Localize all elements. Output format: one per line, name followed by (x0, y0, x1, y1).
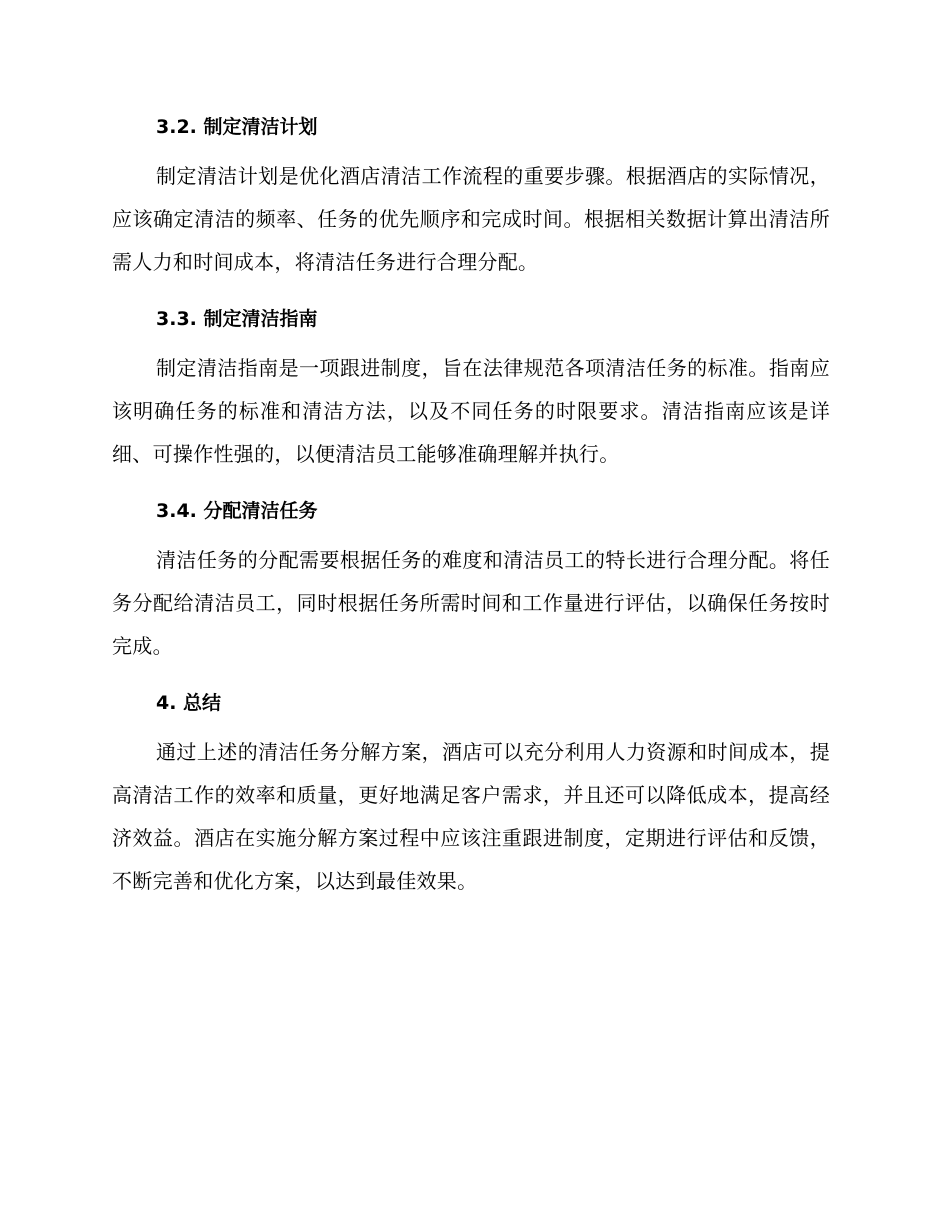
section-heading-3-3: 3.3. 制定清洁指南 (156, 308, 318, 330)
section-paragraph-3-3: 制定清洁指南是一项跟进制度，旨在法律规范各项清洁任务的标准。指南应该明确任务的标准和清洁方法，以及不同任务的时限要求。清洁指南应该是详细、可操作性强的，以便清洁员工能够准确理解并执行。 (112, 356, 830, 466)
section-paragraph-4: 通过上述的清洁任务分解方案，酒店可以充分利用人力资源和时间成本，提高清洁工作的效率和质量，更好地满足客户需求，并且还可以降低成本，提高经济效益。酒店在实施分解方案过程中应该注重跟进制度，定期进行评估和反馈，不断完善和优化方案，以达到最佳效果。 (112, 740, 830, 893)
section-paragraph-3-2: 制定清洁计划是优化酒店清洁工作流程的重要步骤。根据酒店的实际情况，应该确定清洁的频率、任务的优先顺序和完成时间。根据相关数据计算出清洁所需人力和时间成本，将清洁任务进行合理分配。 (112, 164, 830, 274)
section-heading-4: 4. 总结 (156, 692, 222, 714)
section-heading-3-2: 3.2. 制定清洁计划 (156, 116, 318, 138)
document-body (112, 111, 830, 922)
section-paragraph-3-4: 清洁任务的分配需要根据任务的难度和清洁员工的特长进行合理分配。将任务分配给清洁员工，同时根据任务所需时间和工作量进行评估，以确保任务按时完成。 (112, 548, 830, 658)
section-heading-3-4: 3.4. 分配清洁任务 (156, 500, 318, 522)
